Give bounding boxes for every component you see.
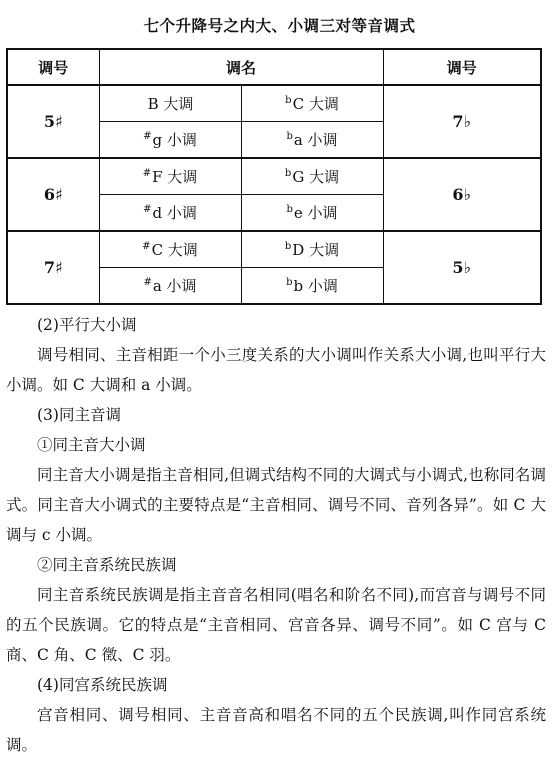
table-header-row [7,49,541,85]
flat-key-name: $^b$b 小调 [241,268,383,305]
sharp-key-name: #d 小调 [99,195,241,232]
flat-key-name: $^b$G 大调 [241,158,383,195]
header-right-signature: 调号 [383,49,541,85]
right-key-signature: 5♭ [383,231,541,304]
table-row [7,158,541,195]
accidental-mark: # [143,131,152,142]
flat-key-name: $^b$e 小调 [241,195,383,232]
accidental-mark: # [143,277,152,288]
accidental-mark: # [143,204,152,215]
paragraph: 宫音相同、调号相同、主音音高和唱名不同的五个民族调,叫作同宫系统调。 [6,706,546,754]
right-key-signature: 6♭ [383,158,541,231]
section-heading: (3)同主音调 [37,406,121,424]
table-row [7,231,541,268]
sharp-key-name: #C 大调 [99,231,241,268]
accidental-mark: b [285,95,292,106]
table-row [7,85,541,122]
subsection-heading: ①同主音大小调 [37,436,146,454]
left-key-signature: 6♯ [7,158,99,231]
enharmonic-keys-table [6,48,542,305]
sharp-key-name: #g 小调 [99,122,241,159]
paragraph: 同主音系统民族调是指主音音名相同(唱名和阶名不同),而宫音与调号不同的五个民族调。它的特点是“主音相同、宫音各异、调号不同”。如 C 宫与 C 商、C 角、C 徵、C 羽。 [6,586,546,664]
left-key-signature: 7♯ [7,231,99,304]
accidental-mark: b [286,277,293,288]
accidental-mark: b [286,131,293,142]
right-key-signature: 7♭ [383,85,541,158]
body-text [6,310,546,760]
sharp-key-name: #a 小调 [99,268,241,305]
accidental-mark: b [284,241,292,252]
subsection-heading: ②同主音系统民族调 [37,556,177,574]
header-left-signature: 调号 [7,49,99,85]
paragraph: 调号相同、主音相距一个小三度关系的大小调叫作关系大小调,也叫平行大小调。如 C 大调和 a 小调。 [6,346,546,394]
flat-key-name: $^b$D 大调 [241,231,383,268]
page-title: 七个升降号之内大、小调三对等音调式 [143,17,416,35]
sharp-key-name: B 大调 [99,85,241,122]
accidental-mark: # [142,168,152,179]
accidental-mark: # [142,241,151,252]
paragraph: 同主音大小调是指主音相同,但调式结构不同的大调式与小调式,也称同名调式。同主音大小调式的主要特点是“主音相同、调号不同、音列各异”。如 C 大调与 c 小调。 [6,466,546,544]
flat-key-name: $^b$C 大调 [241,85,383,122]
flat-key-name: $^b$a 小调 [241,122,383,159]
section-heading: (4)同宫系统民族调 [37,676,168,694]
accidental-mark: b [286,204,293,215]
accidental-mark: b [284,168,292,179]
left-key-signature: 5♯ [7,85,99,158]
section-heading: (2)平行大小调 [37,316,137,334]
sharp-key-name: #F 大调 [99,158,241,195]
header-key-name: 调名 [99,49,383,85]
